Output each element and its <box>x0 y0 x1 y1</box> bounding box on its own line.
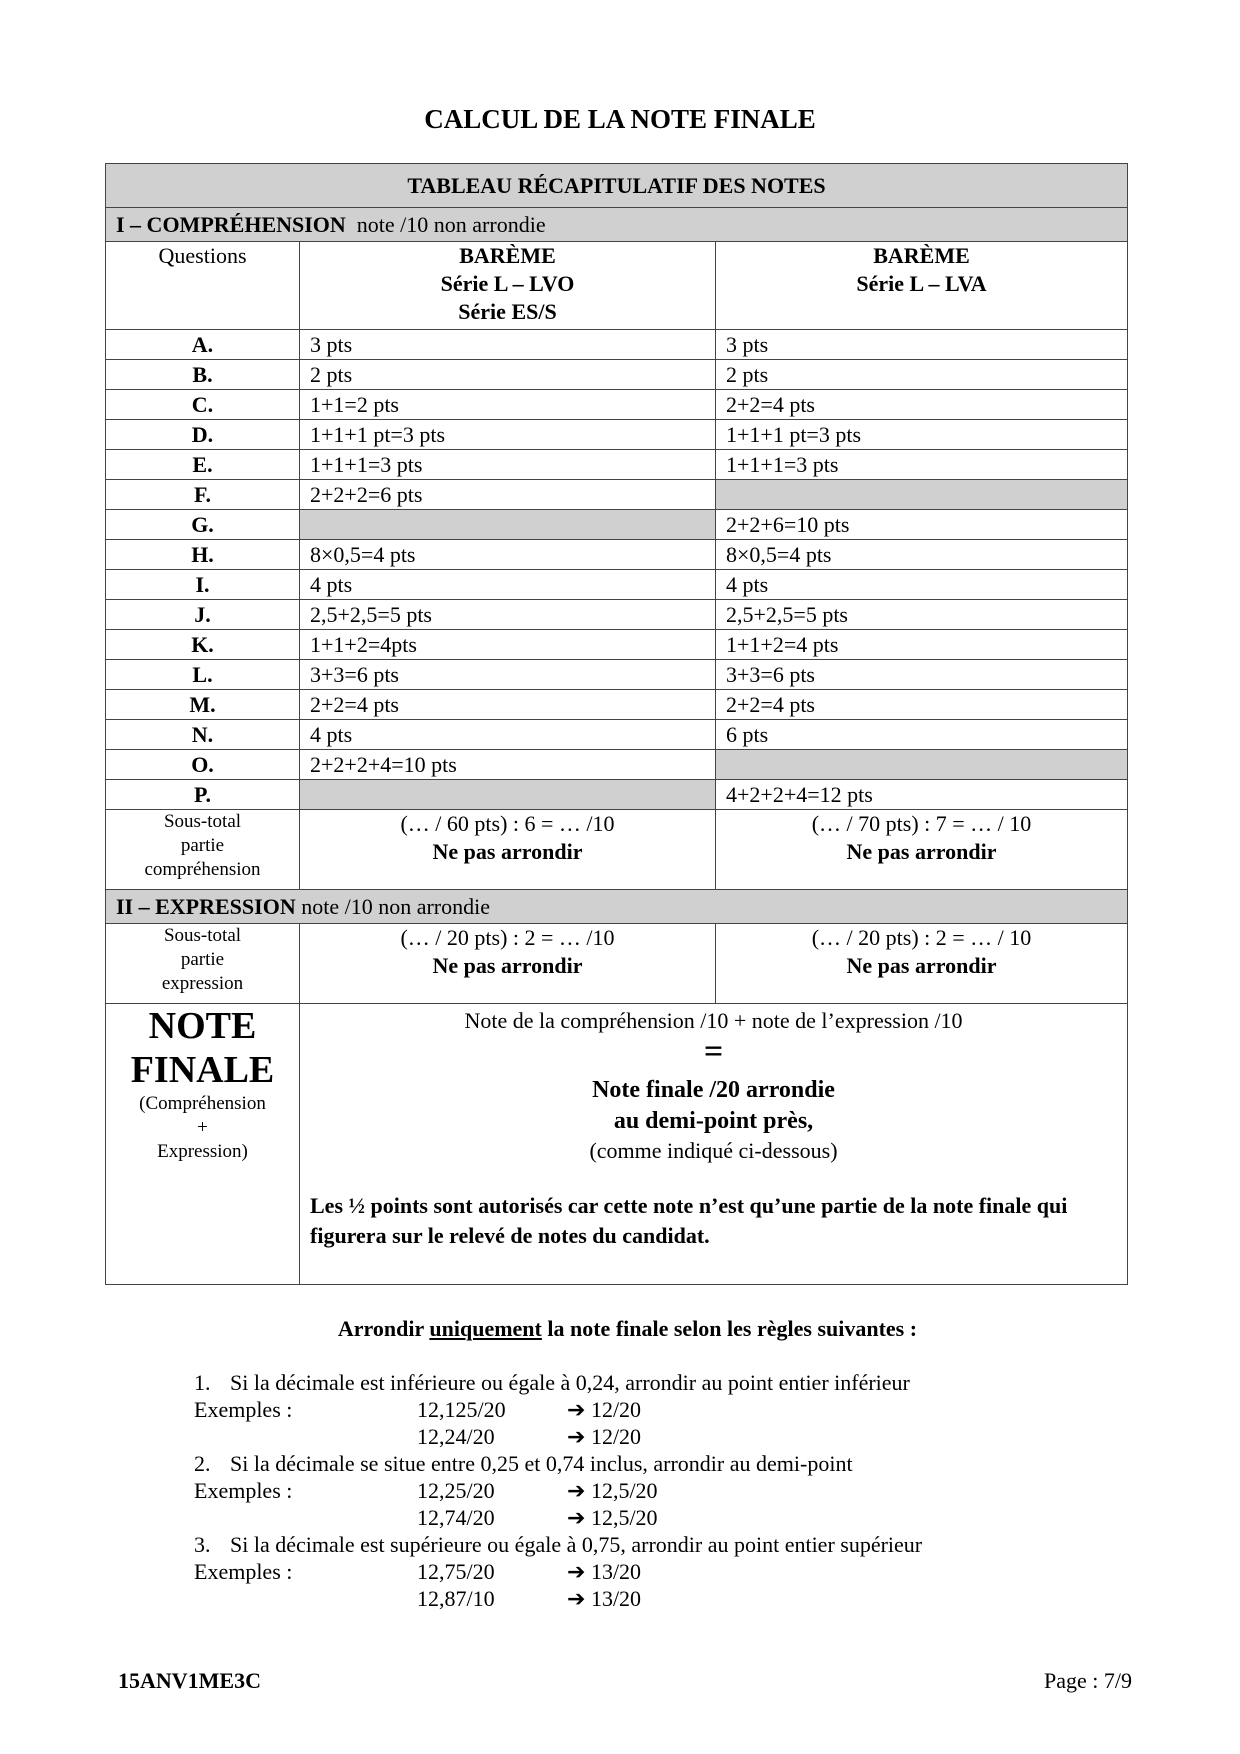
points-lva <box>716 480 1128 510</box>
example-value: 12,25/20 <box>417 1478 495 1503</box>
question-label: L. <box>106 660 300 690</box>
table-row <box>106 450 1128 480</box>
table-row <box>106 630 1128 660</box>
formula: (… / 20 pts) : 2 = … / 10 <box>811 925 1032 950</box>
subtotal-comprehension-row <box>106 810 1128 890</box>
col-series: Série ES/S <box>458 299 557 324</box>
formula: (… / 60 pts) : 6 = … /10 <box>400 811 615 836</box>
example-row <box>194 1397 794 1424</box>
formula: (… / 20 pts) : 2 = … /10 <box>400 925 615 950</box>
points-lva: 1+1+2=4 pts <box>716 630 1128 660</box>
table-header: TABLEAU RÉCAPITULATIF DES NOTES <box>106 164 1128 208</box>
table-row <box>106 480 1128 510</box>
question-label: F. <box>106 480 300 510</box>
label-big: FINALE <box>130 1049 275 1091</box>
grades-summary-table <box>105 163 1128 1285</box>
example-row <box>194 1586 794 1613</box>
formula: Note de la compréhension /10 + note de l’expression /10 <box>464 1008 963 1033</box>
question-label: D. <box>106 420 300 450</box>
section-expression <box>106 890 1128 924</box>
points-lva: 2 pts <box>716 360 1128 390</box>
points-lvo: 2,5+2,5=5 pts <box>300 600 716 630</box>
example-row <box>194 1559 794 1586</box>
points-lvo: 1+1+1 pt=3 pts <box>300 420 716 450</box>
rule-text: Si la décimale est inférieure ou égale à 0,24, arrondir au point entier inférieur <box>230 1370 910 1395</box>
subtotal-label <box>106 924 300 1004</box>
label-line: Sous-total <box>163 925 242 946</box>
final-grade-row <box>106 1004 1128 1285</box>
label-line: partie <box>180 949 225 970</box>
rule-number: 3. <box>194 1532 211 1557</box>
document-code: 15ANV1ME3C <box>118 1668 261 1693</box>
table-row <box>106 600 1128 630</box>
arrow-icon: ➔ <box>567 1424 586 1449</box>
no-rounding-note: Ne pas arrondir <box>432 953 583 978</box>
col-series: Série L – LVO <box>440 271 575 296</box>
question-label: N. <box>106 720 300 750</box>
label-small: (Compréhension <box>139 1093 266 1114</box>
points-lva: 1+1+1=3 pts <box>716 450 1128 480</box>
question-label: P. <box>106 780 300 810</box>
example-result: 12,5/20 <box>590 1478 658 1503</box>
subtotal-formula <box>300 924 716 1004</box>
section-row <box>106 890 1128 924</box>
rule-item <box>194 1532 922 1559</box>
question-label: E. <box>106 450 300 480</box>
example-row <box>194 1505 794 1532</box>
points-lvo: 3 pts <box>300 330 716 360</box>
equals-sign: = <box>703 1033 724 1070</box>
points-lva <box>716 750 1128 780</box>
example-result: 12/20 <box>590 1424 642 1449</box>
section-title: II – EXPRESSION <box>116 893 296 919</box>
question-label: J. <box>106 600 300 630</box>
points-lvo: 2+2+2+4=10 pts <box>300 750 716 780</box>
arrow-icon: ➔ <box>567 1559 586 1584</box>
table-row <box>106 420 1128 450</box>
points-lva: 8×0,5=4 pts <box>716 540 1128 570</box>
table-row <box>106 750 1128 780</box>
table-row <box>106 570 1128 600</box>
rule-item <box>194 1451 853 1478</box>
final-grade-label <box>106 1004 300 1285</box>
arrow-icon: ➔ <box>567 1478 586 1503</box>
no-rounding-note: Ne pas arrondir <box>432 839 583 864</box>
points-lva: 2+2=4 pts <box>716 390 1128 420</box>
example-result: 13/20 <box>590 1559 642 1584</box>
points-lvo: 1+1+1=3 pts <box>300 450 716 480</box>
arrow-icon: ➔ <box>567 1397 586 1422</box>
question-label: C. <box>106 390 300 420</box>
table-row <box>106 690 1128 720</box>
section-comprehension <box>106 208 1128 242</box>
example-value: 12,24/20 <box>417 1424 495 1449</box>
rule-text: Si la décimale se situe entre 0,25 et 0,74 inclus, arrondir au demi-point <box>230 1451 853 1476</box>
half-points-remark: Les ½ points sont autorisés car cette note n’est qu’une partie de la note finale qui figurera sur le relevé de notes du candidat. <box>310 1193 1068 1248</box>
table-row <box>106 780 1128 810</box>
example-result: 12,5/20 <box>590 1505 658 1530</box>
points-lvo: 2+2=4 pts <box>300 690 716 720</box>
subtotal-formula <box>716 924 1128 1004</box>
example-row <box>194 1478 794 1505</box>
label-small: + <box>197 1117 208 1138</box>
subtotal-formula <box>716 810 1128 890</box>
heading-underlined: uniquement <box>429 1316 542 1341</box>
result-line: Note finale /20 arrondie <box>592 1077 835 1103</box>
example-result: 13/20 <box>590 1586 642 1611</box>
col-series: Série L – LVA <box>856 271 987 296</box>
final-grade-formula <box>300 1004 1128 1285</box>
rule-number: 2. <box>194 1451 211 1476</box>
formula: (… / 70 pts) : 7 = … / 10 <box>811 811 1032 836</box>
points-lva: 2,5+2,5=5 pts <box>716 600 1128 630</box>
col-bareme-lvo <box>300 242 716 330</box>
points-lva: 4+2+2+4=12 pts <box>716 780 1128 810</box>
question-label: B. <box>106 360 300 390</box>
example-value: 12,75/20 <box>417 1559 495 1584</box>
question-label: O. <box>106 750 300 780</box>
points-lvo: 2+2+2=6 pts <box>300 480 716 510</box>
points-lvo: 4 pts <box>300 720 716 750</box>
rules-heading <box>15 1316 1240 1342</box>
example-result: 12/20 <box>590 1397 642 1422</box>
points-lva: 3+3=6 pts <box>716 660 1128 690</box>
table-row <box>106 540 1128 570</box>
page-number: Page : 7/9 <box>1044 1668 1132 1693</box>
points-lvo: 1+1+2=4pts <box>300 630 716 660</box>
examples-label: Exemples : <box>194 1478 293 1503</box>
section-subtitle: note /10 non arrondie <box>356 211 546 237</box>
question-label: H. <box>106 540 300 570</box>
examples-label: Exemples : <box>194 1397 293 1422</box>
points-lvo: 8×0,5=4 pts <box>300 540 716 570</box>
subtotal-expression-row <box>106 924 1128 1004</box>
rounding-rules <box>0 1316 1240 1611</box>
table-row <box>106 510 1128 540</box>
section-title: I – COMPRÉHENSION <box>116 211 346 237</box>
label-line: expression <box>161 973 244 994</box>
heading-text: la note finale selon les règles suivantes : <box>541 1316 918 1341</box>
points-lva: 1+1+1 pt=3 pts <box>716 420 1128 450</box>
col-questions: Questions <box>106 242 300 330</box>
table-row <box>106 360 1128 390</box>
col-title: BARÈME <box>873 243 970 268</box>
rule-item <box>194 1370 910 1397</box>
section-subtitle: note /10 non arrondie <box>301 893 491 919</box>
result-note: (comme indiqué ci-dessous) <box>589 1138 838 1163</box>
points-lvo <box>300 780 716 810</box>
example-row <box>194 1424 794 1451</box>
points-lva: 2+2+6=10 pts <box>716 510 1128 540</box>
label-line: compréhension <box>144 859 261 880</box>
points-lvo <box>300 510 716 540</box>
examples-label: Exemples : <box>194 1559 293 1584</box>
question-label: I. <box>106 570 300 600</box>
points-lva: 3 pts <box>716 330 1128 360</box>
rule-text: Si la décimale est supérieure ou égale à 0,75, arrondir au point entier supérieur <box>230 1532 923 1557</box>
table-row <box>106 330 1128 360</box>
subtotal-label <box>106 810 300 890</box>
col-bareme-lva <box>716 242 1128 330</box>
label-line: partie <box>180 835 225 856</box>
table-row <box>106 660 1128 690</box>
arrow-icon: ➔ <box>567 1505 586 1530</box>
label-big: NOTE <box>148 1005 257 1047</box>
example-value: 12,74/20 <box>417 1505 495 1530</box>
points-lva: 6 pts <box>716 720 1128 750</box>
points-lvo: 1+1=2 pts <box>300 390 716 420</box>
question-label: M. <box>106 690 300 720</box>
example-value: 12,87/10 <box>417 1586 495 1611</box>
question-label: G. <box>106 510 300 540</box>
table-row <box>106 390 1128 420</box>
example-value: 12,125/20 <box>417 1397 506 1422</box>
label-line: Sous-total <box>163 811 242 832</box>
col-title: BARÈME <box>459 243 556 268</box>
points-lvo: 2 pts <box>300 360 716 390</box>
heading-text: Arrondir <box>337 1316 430 1341</box>
label-small: Expression) <box>157 1141 248 1162</box>
table-row <box>106 720 1128 750</box>
arrow-icon: ➔ <box>567 1586 586 1611</box>
points-lvo: 4 pts <box>300 570 716 600</box>
question-label: K. <box>106 630 300 660</box>
question-label: A. <box>106 330 300 360</box>
result-line: au demi-point près, <box>613 1108 814 1134</box>
points-lva: 4 pts <box>716 570 1128 600</box>
points-lva: 2+2=4 pts <box>716 690 1128 720</box>
no-rounding-note: Ne pas arrondir <box>846 839 997 864</box>
rule-number: 1. <box>194 1370 211 1395</box>
subtotal-formula <box>300 810 716 890</box>
no-rounding-note: Ne pas arrondir <box>846 953 997 978</box>
page-title: CALCUL DE LA NOTE FINALE <box>424 104 816 134</box>
points-lvo: 3+3=6 pts <box>300 660 716 690</box>
